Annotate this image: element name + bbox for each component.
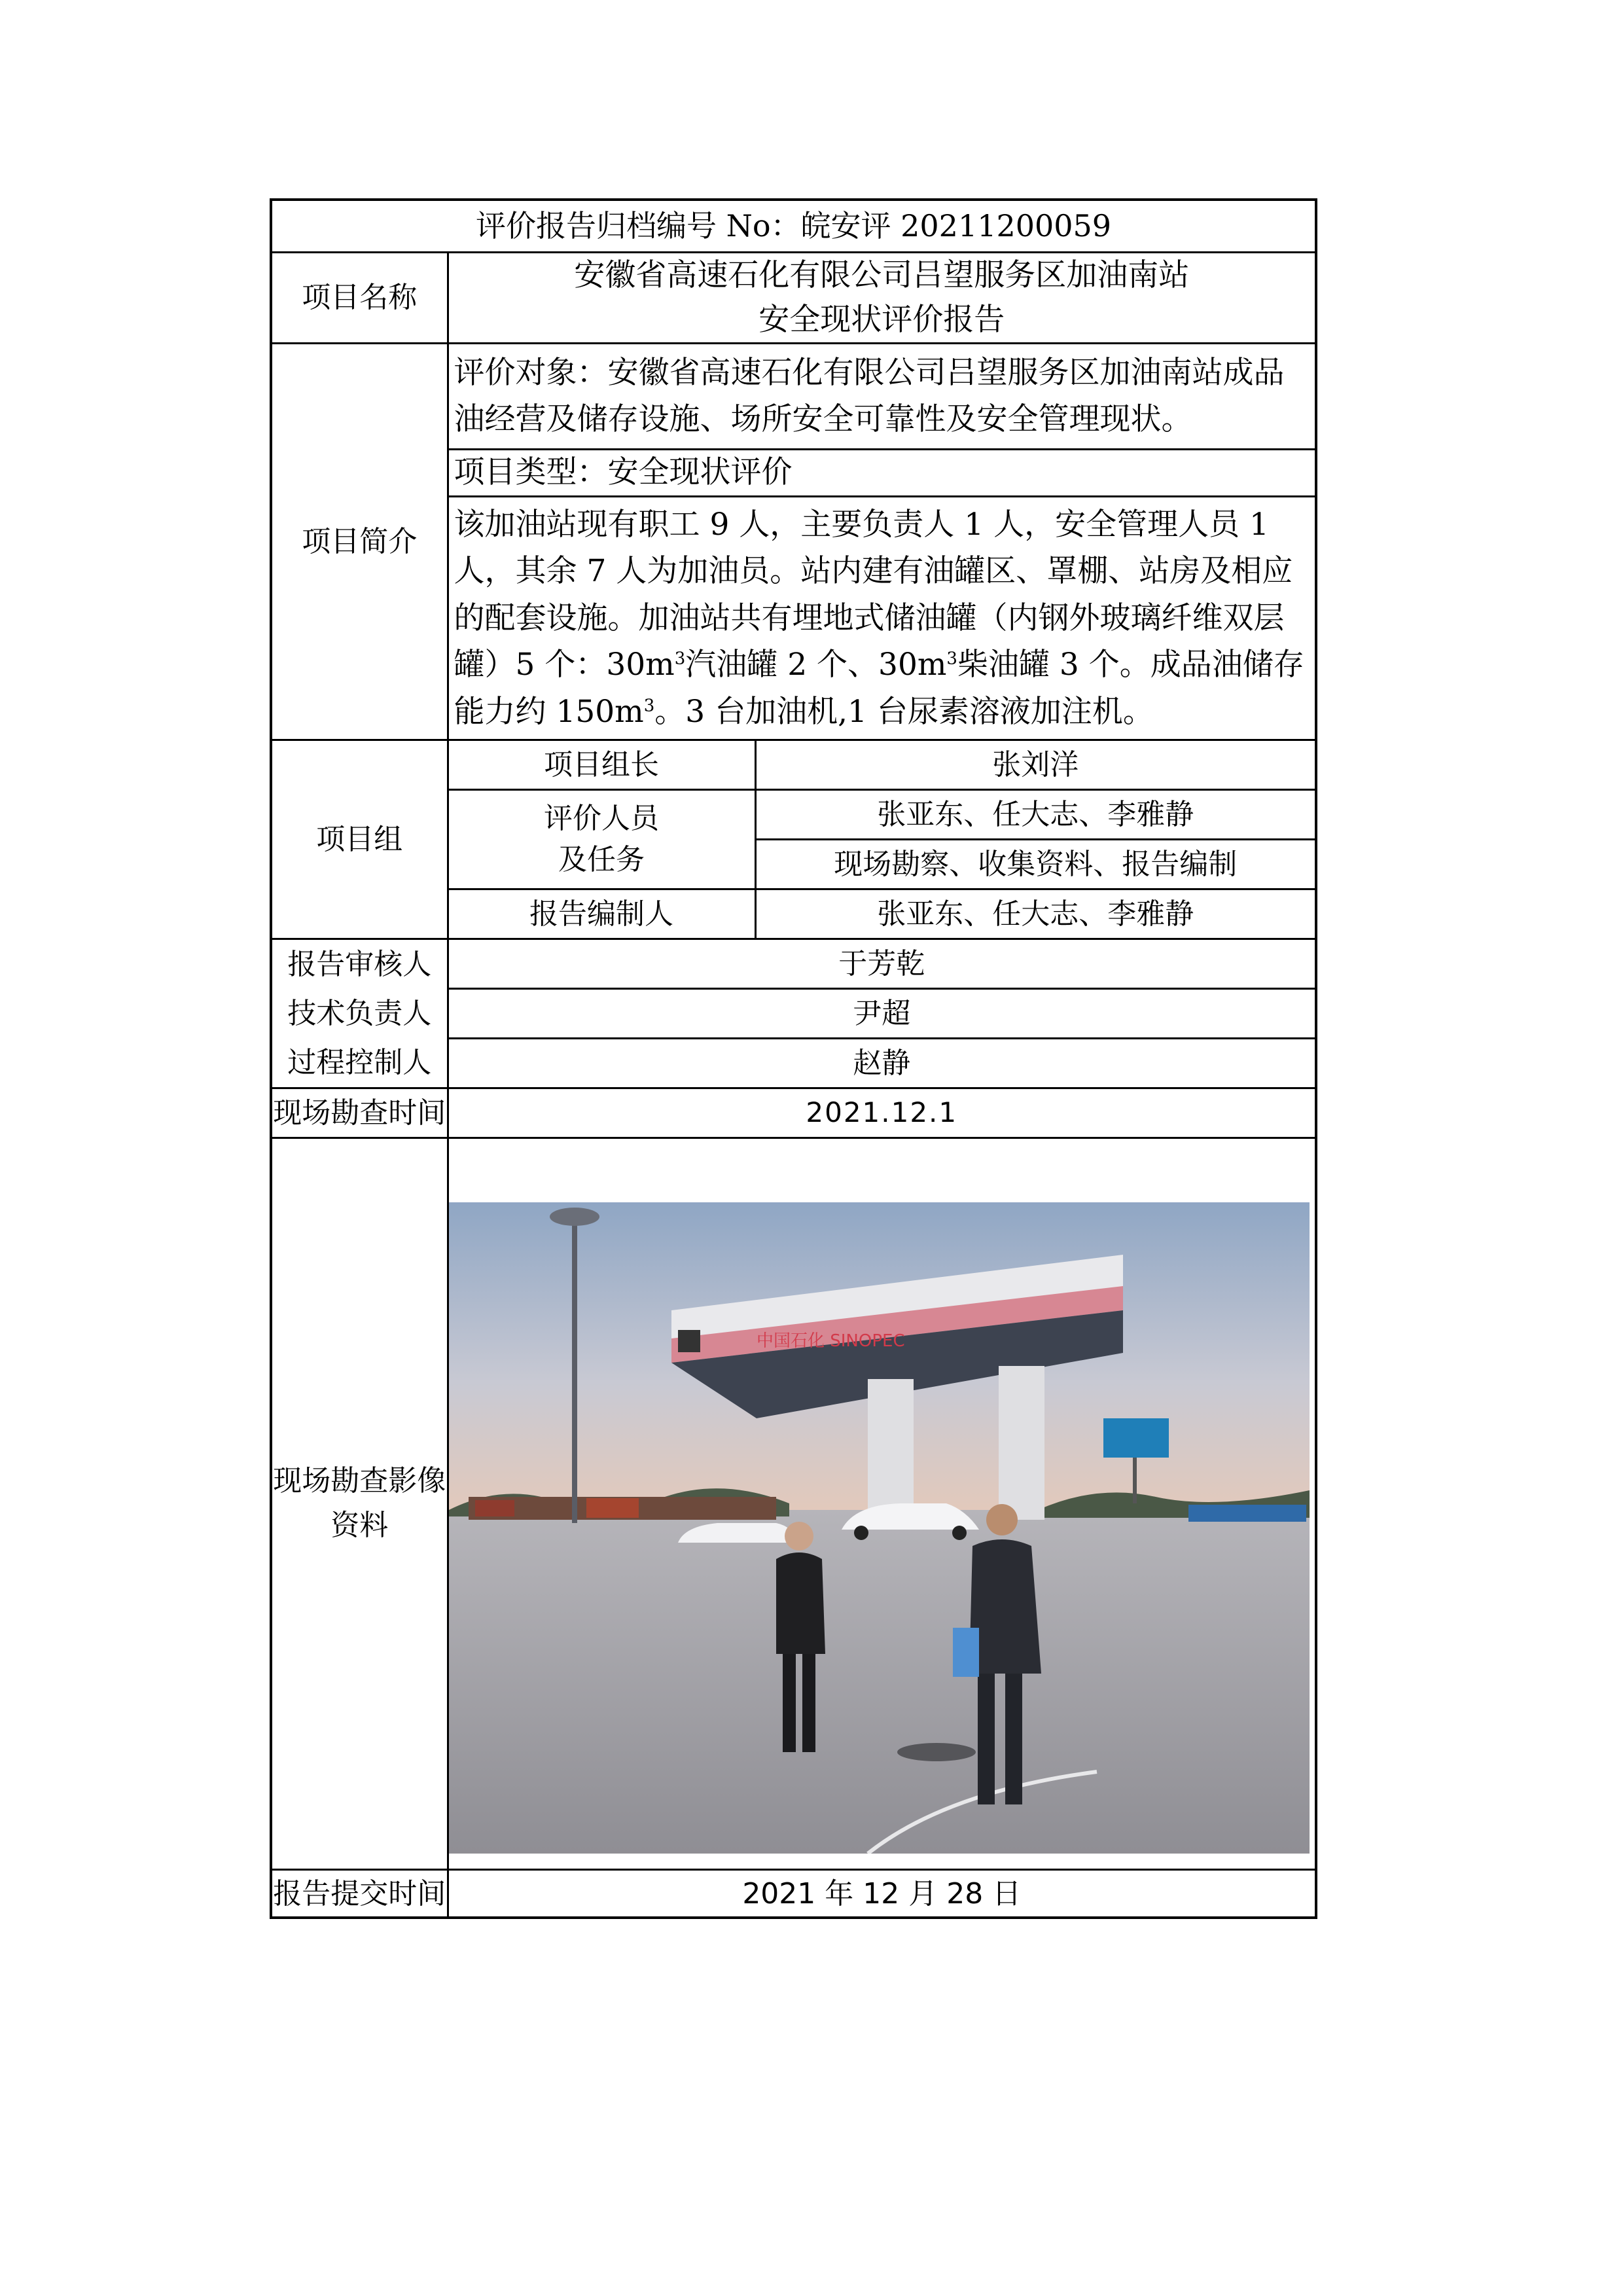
- survey-time-value: 2021.12.1: [448, 1088, 1316, 1138]
- project-name-line2: 安全现状评价报告: [758, 301, 1005, 338]
- car-wheel: [952, 1526, 967, 1540]
- tech-value: 尹超: [448, 988, 1316, 1038]
- archive-number: 评价报告归档编号 No：皖安评 20211200059: [271, 200, 1316, 252]
- process-value: 赵静: [448, 1038, 1316, 1088]
- intro-desc-d: 。3 台加油机,1 台尿素溶液加注机。: [654, 693, 1154, 730]
- person-right-head: [986, 1504, 1018, 1535]
- manhole-cover: [897, 1743, 976, 1761]
- roadside-banner: [1188, 1505, 1306, 1522]
- lamp-pole: [572, 1215, 577, 1523]
- person-right-leg: [978, 1674, 995, 1804]
- reviewer-value: 于芳乾: [448, 939, 1316, 988]
- intro-desc-a: 该加油站现有职工 9 人，主要负责人 1 人，安全管理人员 1 人，其余 7 人为加油员。站内建有油罐区、罩棚、站房及相应的配套设施。加油站共有埋地式储油罐（内钢外玻璃纤维双层罐）5 个：30m: [454, 506, 1293, 683]
- survey-time-label: 现场勘查时间: [271, 1088, 448, 1138]
- report-table: [270, 198, 1317, 1919]
- evaluators-value: 张亚东、任大志、李雅静: [755, 789, 1316, 839]
- intro-desc-b: 汽油罐 2 个、30m: [685, 647, 947, 683]
- person-left-jacket: [776, 1552, 825, 1654]
- canopy-pillar: [999, 1366, 1044, 1520]
- team-label: 项目组: [271, 740, 448, 939]
- tech-label: 技术负责人: [271, 988, 448, 1038]
- person-left-leg: [802, 1654, 815, 1752]
- sinopec-logo: [678, 1330, 700, 1352]
- project-name-value: [448, 252, 1316, 343]
- submit-time-value: 2021 年 12 月 28 日: [448, 1869, 1316, 1918]
- project-name-line1: 安徽省高速石化有限公司吕望服务区加油南站: [574, 257, 1190, 293]
- evaluators-label-1: 评价人员: [544, 801, 659, 835]
- intro-sup3: 3: [643, 695, 655, 715]
- tasks-value: 现场勘察、收集资料、报告编制: [755, 839, 1316, 889]
- person-right-jacket: [969, 1539, 1041, 1674]
- survey-photo-label: [271, 1138, 448, 1869]
- survey-photo-label-1: 现场勘查影像: [273, 1464, 446, 1498]
- survey-photo-cell: [448, 1138, 1316, 1869]
- person-right-leg: [1005, 1674, 1022, 1804]
- person-left-leg: [783, 1654, 796, 1752]
- canopy-brand-text: 中国石化 SINOPEC: [756, 1331, 905, 1351]
- leader-value: 张刘洋: [755, 740, 1316, 789]
- truck-cab: [475, 1500, 514, 1516]
- billboard: [1103, 1418, 1169, 1458]
- intro-sup2: 3: [946, 649, 957, 669]
- survey-photo-label-2: 资料: [330, 1509, 389, 1543]
- intro-label: 项目简介: [271, 343, 448, 740]
- intro-desc-c: 柴油罐 3 个。成品油储存能力约 150m: [454, 647, 1304, 730]
- car-wheel: [854, 1526, 868, 1540]
- billboard-post: [1133, 1458, 1137, 1503]
- evaluators-label: [448, 789, 755, 889]
- evaluators-label-2: 及任务: [558, 843, 645, 877]
- lamp-head: [550, 1208, 599, 1226]
- project-name-label: 项目名称: [271, 252, 448, 343]
- canopy-pillar: [868, 1379, 914, 1520]
- reviewer-label: 报告审核人: [271, 939, 448, 988]
- process-label: 过程控制人: [271, 1038, 448, 1088]
- site-survey-photo: [449, 1202, 1310, 1854]
- truck-cab: [586, 1498, 639, 1518]
- intro-type: 项目类型：安全现状评价: [448, 449, 1316, 496]
- submit-time-label: 报告提交时间: [271, 1869, 448, 1918]
- report-form: [270, 198, 1315, 1919]
- writers-label: 报告编制人: [448, 889, 755, 939]
- intro-description: [448, 496, 1316, 740]
- ground: [449, 1510, 1310, 1854]
- blue-bag: [953, 1628, 979, 1677]
- intro-object: 评价对象：安徽省高速石化有限公司吕望服务区加油南站成品油经营及储存设施、场所安全可靠性及安全管理现状。: [448, 343, 1316, 449]
- person-left-head: [785, 1522, 813, 1551]
- leader-label: 项目组长: [448, 740, 755, 789]
- intro-sup1: 3: [674, 649, 686, 669]
- writers-value: 张亚东、任大志、李雅静: [755, 889, 1316, 939]
